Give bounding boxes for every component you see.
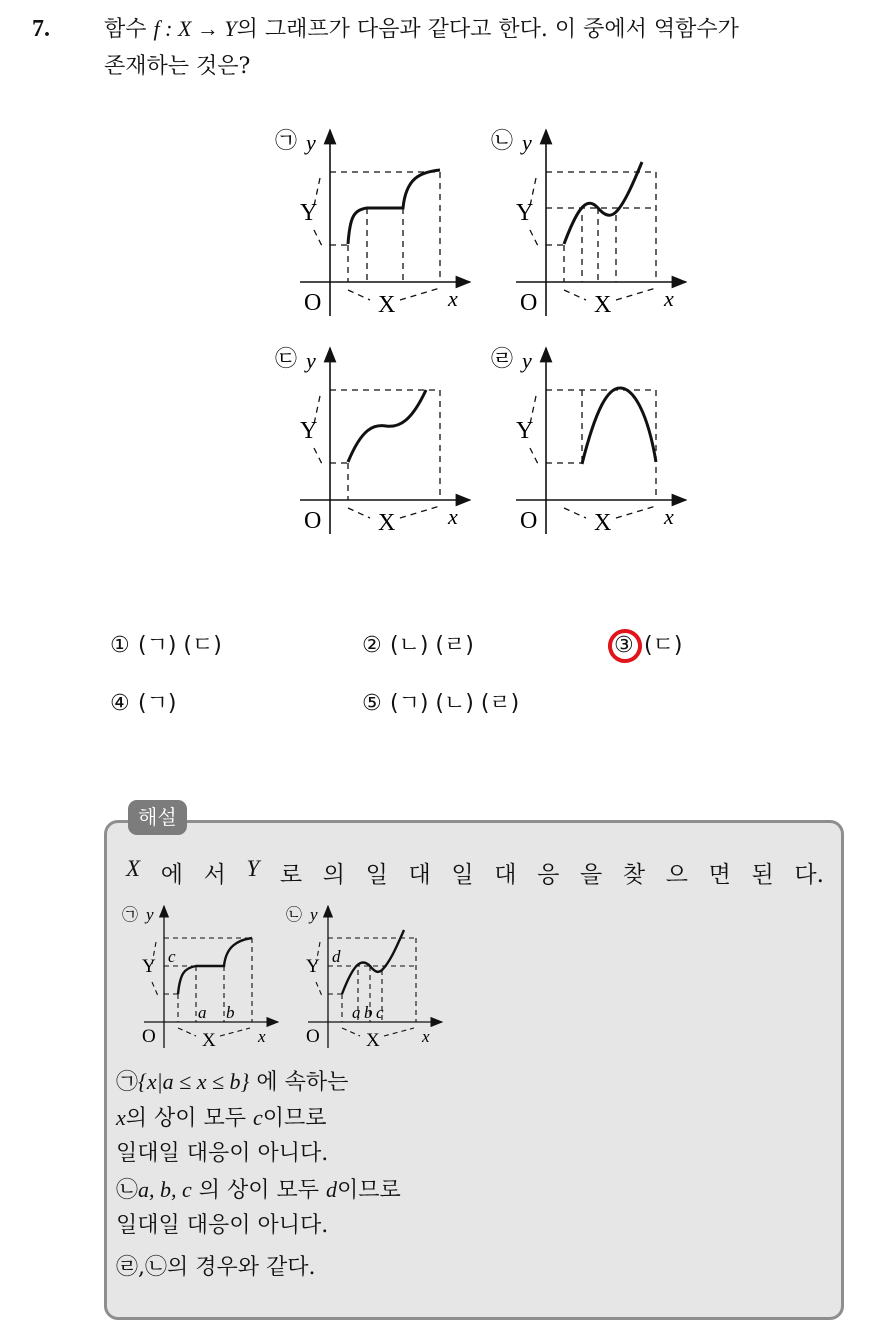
graph-c-svg (270, 338, 480, 538)
x-label: x (664, 286, 674, 311)
function-curve (564, 162, 642, 244)
svg-text:y: y (146, 905, 154, 924)
graph-label: ㉢ (275, 347, 298, 372)
origin-label: O (304, 290, 322, 316)
choice-2[interactable] (362, 628, 474, 659)
graph-d (486, 338, 696, 538)
choice-number: ① (110, 633, 130, 658)
solution-line-2: x의 상이 모두 c이므로 (116, 1105, 327, 1131)
svg-text:c: c (168, 947, 176, 966)
choice-number: ③ (614, 633, 644, 658)
solution-line-4: ㉡a, b, c 의 상이 모두 d이므로 (116, 1177, 401, 1203)
solution-line-6: ㉣,㉡의 경우와 같다. (116, 1255, 316, 1280)
choice-text: (ㄷ) (644, 633, 683, 658)
solution-tag: 해설 (128, 800, 187, 835)
graph-label: ㉣ (491, 347, 514, 372)
graph-b (486, 120, 696, 320)
svg-text:b: b (226, 1003, 235, 1022)
x-label: x (448, 504, 458, 529)
choice-text: (ㄱ) (ㄷ) (138, 633, 222, 658)
svg-text:a: a (198, 1003, 207, 1022)
set-x-label: X (378, 292, 396, 318)
set-x-label: X (594, 510, 612, 536)
svg-text:O: O (142, 1026, 156, 1047)
y-label: y (522, 130, 532, 155)
svg-text:x: x (258, 1027, 266, 1046)
solution-graph-b (280, 900, 450, 1050)
solution-line-3: 일대일 대응이 아니다. (116, 1141, 329, 1166)
origin-label: O (520, 290, 538, 316)
y-label: y (306, 130, 316, 155)
graph-label: ㉠ (275, 129, 298, 154)
svg-text:b: b (364, 1003, 373, 1022)
svg-text:y: y (310, 905, 318, 924)
set-y-label: Y (516, 200, 534, 226)
graph-d-svg (486, 338, 696, 538)
x-label: x (664, 504, 674, 529)
function-curve (342, 930, 404, 994)
question-number: 7. (32, 16, 50, 42)
function-curve (348, 390, 426, 462)
svg-text:㉡: ㉡ (286, 905, 303, 924)
origin-label: O (304, 508, 322, 534)
svg-text:X: X (366, 1030, 380, 1051)
svg-text:Y: Y (142, 956, 156, 977)
svg-text:X: X (202, 1030, 216, 1051)
svg-text:O: O (306, 1026, 320, 1047)
question-prefix: 함수 (104, 17, 147, 42)
question-text-line-2: 존재하는 것은? (104, 54, 251, 79)
graph-a-svg (270, 120, 480, 320)
choice-1[interactable] (110, 628, 222, 659)
set-y-label: Y (516, 418, 534, 444)
choice-text: (ㄴ) (ㄹ) (390, 633, 474, 658)
solution-graph-a-svg (116, 900, 286, 1050)
graph-b-svg (486, 120, 696, 320)
function-curve (582, 388, 656, 464)
svg-text:㉠: ㉠ (122, 905, 139, 924)
choice-number: ② (362, 633, 382, 658)
choice-number: ⑤ (362, 691, 382, 716)
choice-5[interactable] (362, 686, 519, 717)
solution-line-5: 일대일 대응이 아니다. (116, 1213, 329, 1238)
x-label: x (448, 286, 458, 311)
svg-text:a: a (352, 1003, 361, 1022)
y-label: y (522, 348, 532, 373)
solution-lead: X 에 서 Y 로 의 일 대 일 대 응 을 찾 으 면 된 다. (126, 856, 824, 888)
svg-text:c: c (376, 1003, 384, 1022)
solution-graph-a (116, 900, 286, 1050)
y-label: y (306, 348, 316, 373)
function-curve (178, 938, 252, 994)
question-text-line-1 (104, 14, 739, 45)
choice-number: ④ (110, 691, 130, 716)
svg-text:x: x (422, 1027, 430, 1046)
origin-label: O (520, 508, 538, 534)
solution-graph-b-svg (280, 900, 450, 1050)
function-curve (348, 170, 440, 244)
choice-3[interactable] (614, 628, 682, 659)
question-suffix: 의 그래프가 다음과 같다고 한다. 이 중에서 역함수가 (236, 17, 739, 42)
graph-c (270, 338, 480, 538)
svg-text:Y: Y (306, 956, 320, 977)
graph-label: ㉡ (491, 129, 514, 154)
graph-a (270, 120, 480, 320)
set-x-label: X (378, 510, 396, 536)
set-y-label: Y (300, 200, 318, 226)
svg-text:d: d (332, 947, 341, 966)
set-x-label: X (594, 292, 612, 318)
function-expression: f : X → Y (153, 16, 237, 41)
set-y-label: Y (300, 418, 318, 444)
choice-4[interactable] (110, 686, 176, 717)
choice-text: (ㄱ) (ㄴ) (ㄹ) (390, 691, 520, 716)
answer-circle-mark (605, 626, 645, 666)
choice-text: (ㄱ) (138, 691, 177, 716)
solution-line-1: ㉠{x|a ≤ x ≤ b} 에 속하는 (116, 1069, 349, 1095)
